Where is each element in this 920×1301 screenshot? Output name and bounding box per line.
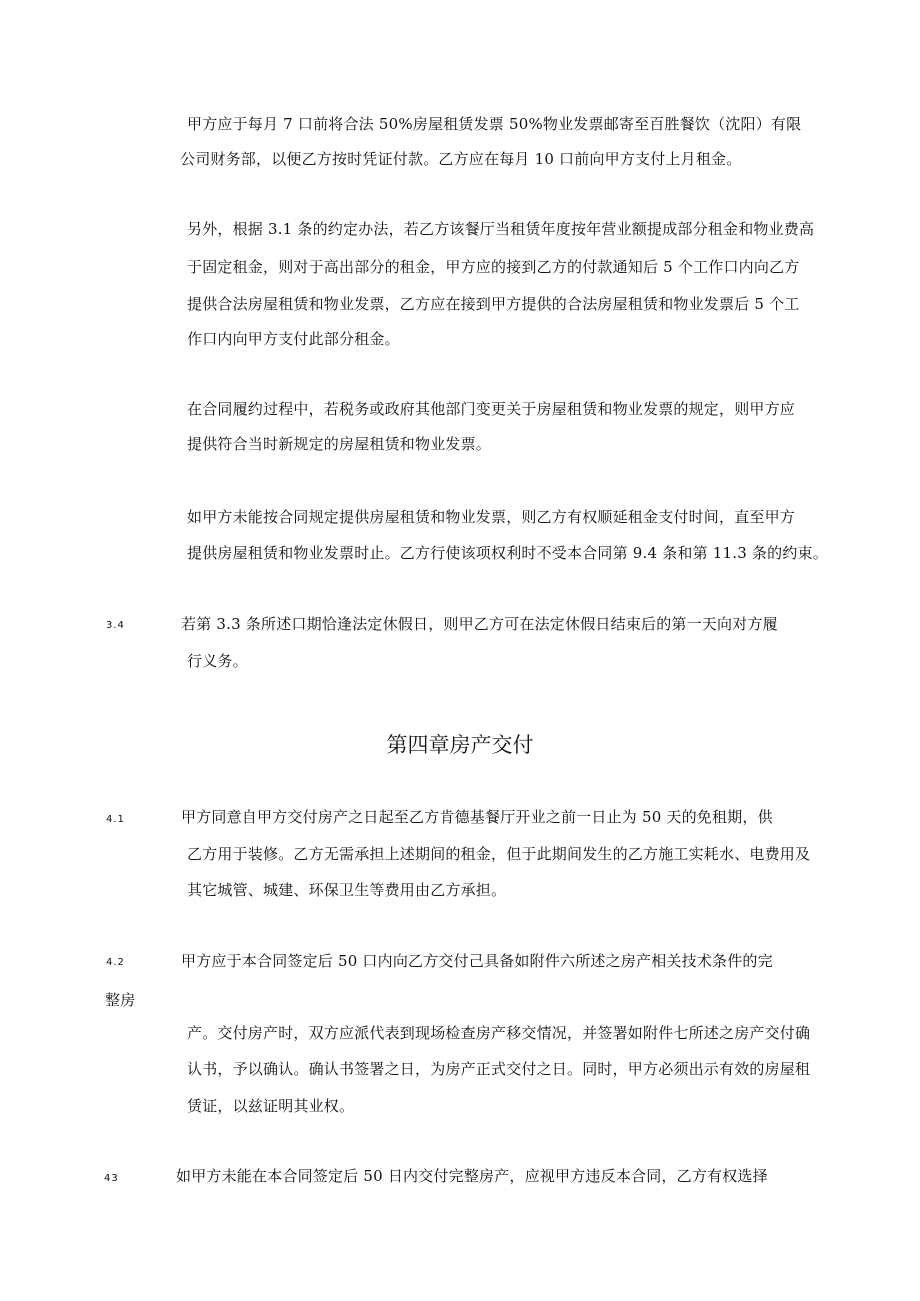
clause-number: 43 [104,1173,119,1184]
clause-line: 若第 3.3 条所述口期恰逢法定休假日，则甲乙方可在法定休假日结束后的第一天向对方履 [181,615,778,633]
paragraph-line: 甲方应于每月 7 口前将合法 50%房屋租赁发票 50%物业发票邮寄至百胜餐饮（沈阳）有限 [187,115,802,133]
paragraph-line: 提供房屋租赁和物业发票时止。乙方行使该项权利时不受本合同第 9.4 条和第 11.3 条的约束。 [187,544,828,562]
paragraph-line: 在合同履约过程中，若税务或政府其他部门变更关于房屋租赁和物业发票的规定，则甲方应 [187,400,796,418]
clause-line: 行义务。 [187,652,248,670]
clause-line: 产。交付房产时，双方应派代表到现场检查房产移交情况，并签署如附件七所述之房产交付确 [187,1024,811,1042]
clause-line: 如甲方未能在本合同签定后 50 日内交付完整房产，应视甲方违反本合同，乙方有权选择 [176,1167,768,1185]
clause-line: 赁证，以兹证明其业权。 [187,1097,355,1115]
paragraph-line: 提供合法房屋租赁和物业发票，乙方应在接到甲方提供的合法房屋租赁和物业发票后 5 个工 [187,295,800,313]
clause-line: 整房 [105,991,136,1009]
paragraph-line: 公司财务部，以便乙方按时凭证付款。乙方应在每月 10 口前向甲方支付上月租金。 [180,150,742,168]
clause-number: 4.1 [106,814,125,825]
clause-line: 其它城管、城建、环保卫生等费用由乙方承担。 [187,881,507,899]
chapter-title: 第四章房产交付 [386,733,534,757]
clause-line: 认书，予以确认。确认书签署之日，为房产正式交付之日。同时，甲方必须出示有效的房屋租 [187,1060,811,1078]
clause-line: 甲方应于本合同签定后 50 口内向乙方交付己具备如附件六所述之房产相关技术条件的完 [181,952,773,970]
clause-line: 乙方用于装修。乙方无需承担上述期间的租金，但于此期间发生的乙方施工实耗水、电费用及 [187,845,811,863]
clause-number: 3.4 [106,620,125,631]
clause-line: 甲方同意自甲方交付房产之日起至乙方肯德基餐厅开业之前一日止为 50 天的免租期，供 [181,808,773,826]
clause-number: 4.2 [106,957,125,968]
paragraph-line: 作口内向甲方支付此部分租金。 [187,330,400,348]
paragraph-line: 提供符合当时新规定的房屋租赁和物业发票。 [187,435,492,453]
paragraph-line: 于固定租金，则对于高出部分的租金，甲方应的接到乙方的付款通知后 5 个工作口内向乙方 [187,258,800,276]
paragraph-line: 另外，根据 3.1 条的约定办法，若乙方该餐厅当租赁年度按年营业额提成部分租金和物业费高 [187,220,815,238]
paragraph-line: 如甲方未能按合同规定提供房屋租赁和物业发票，则乙方有权顺延租金支付时间，直至甲方 [187,508,796,526]
